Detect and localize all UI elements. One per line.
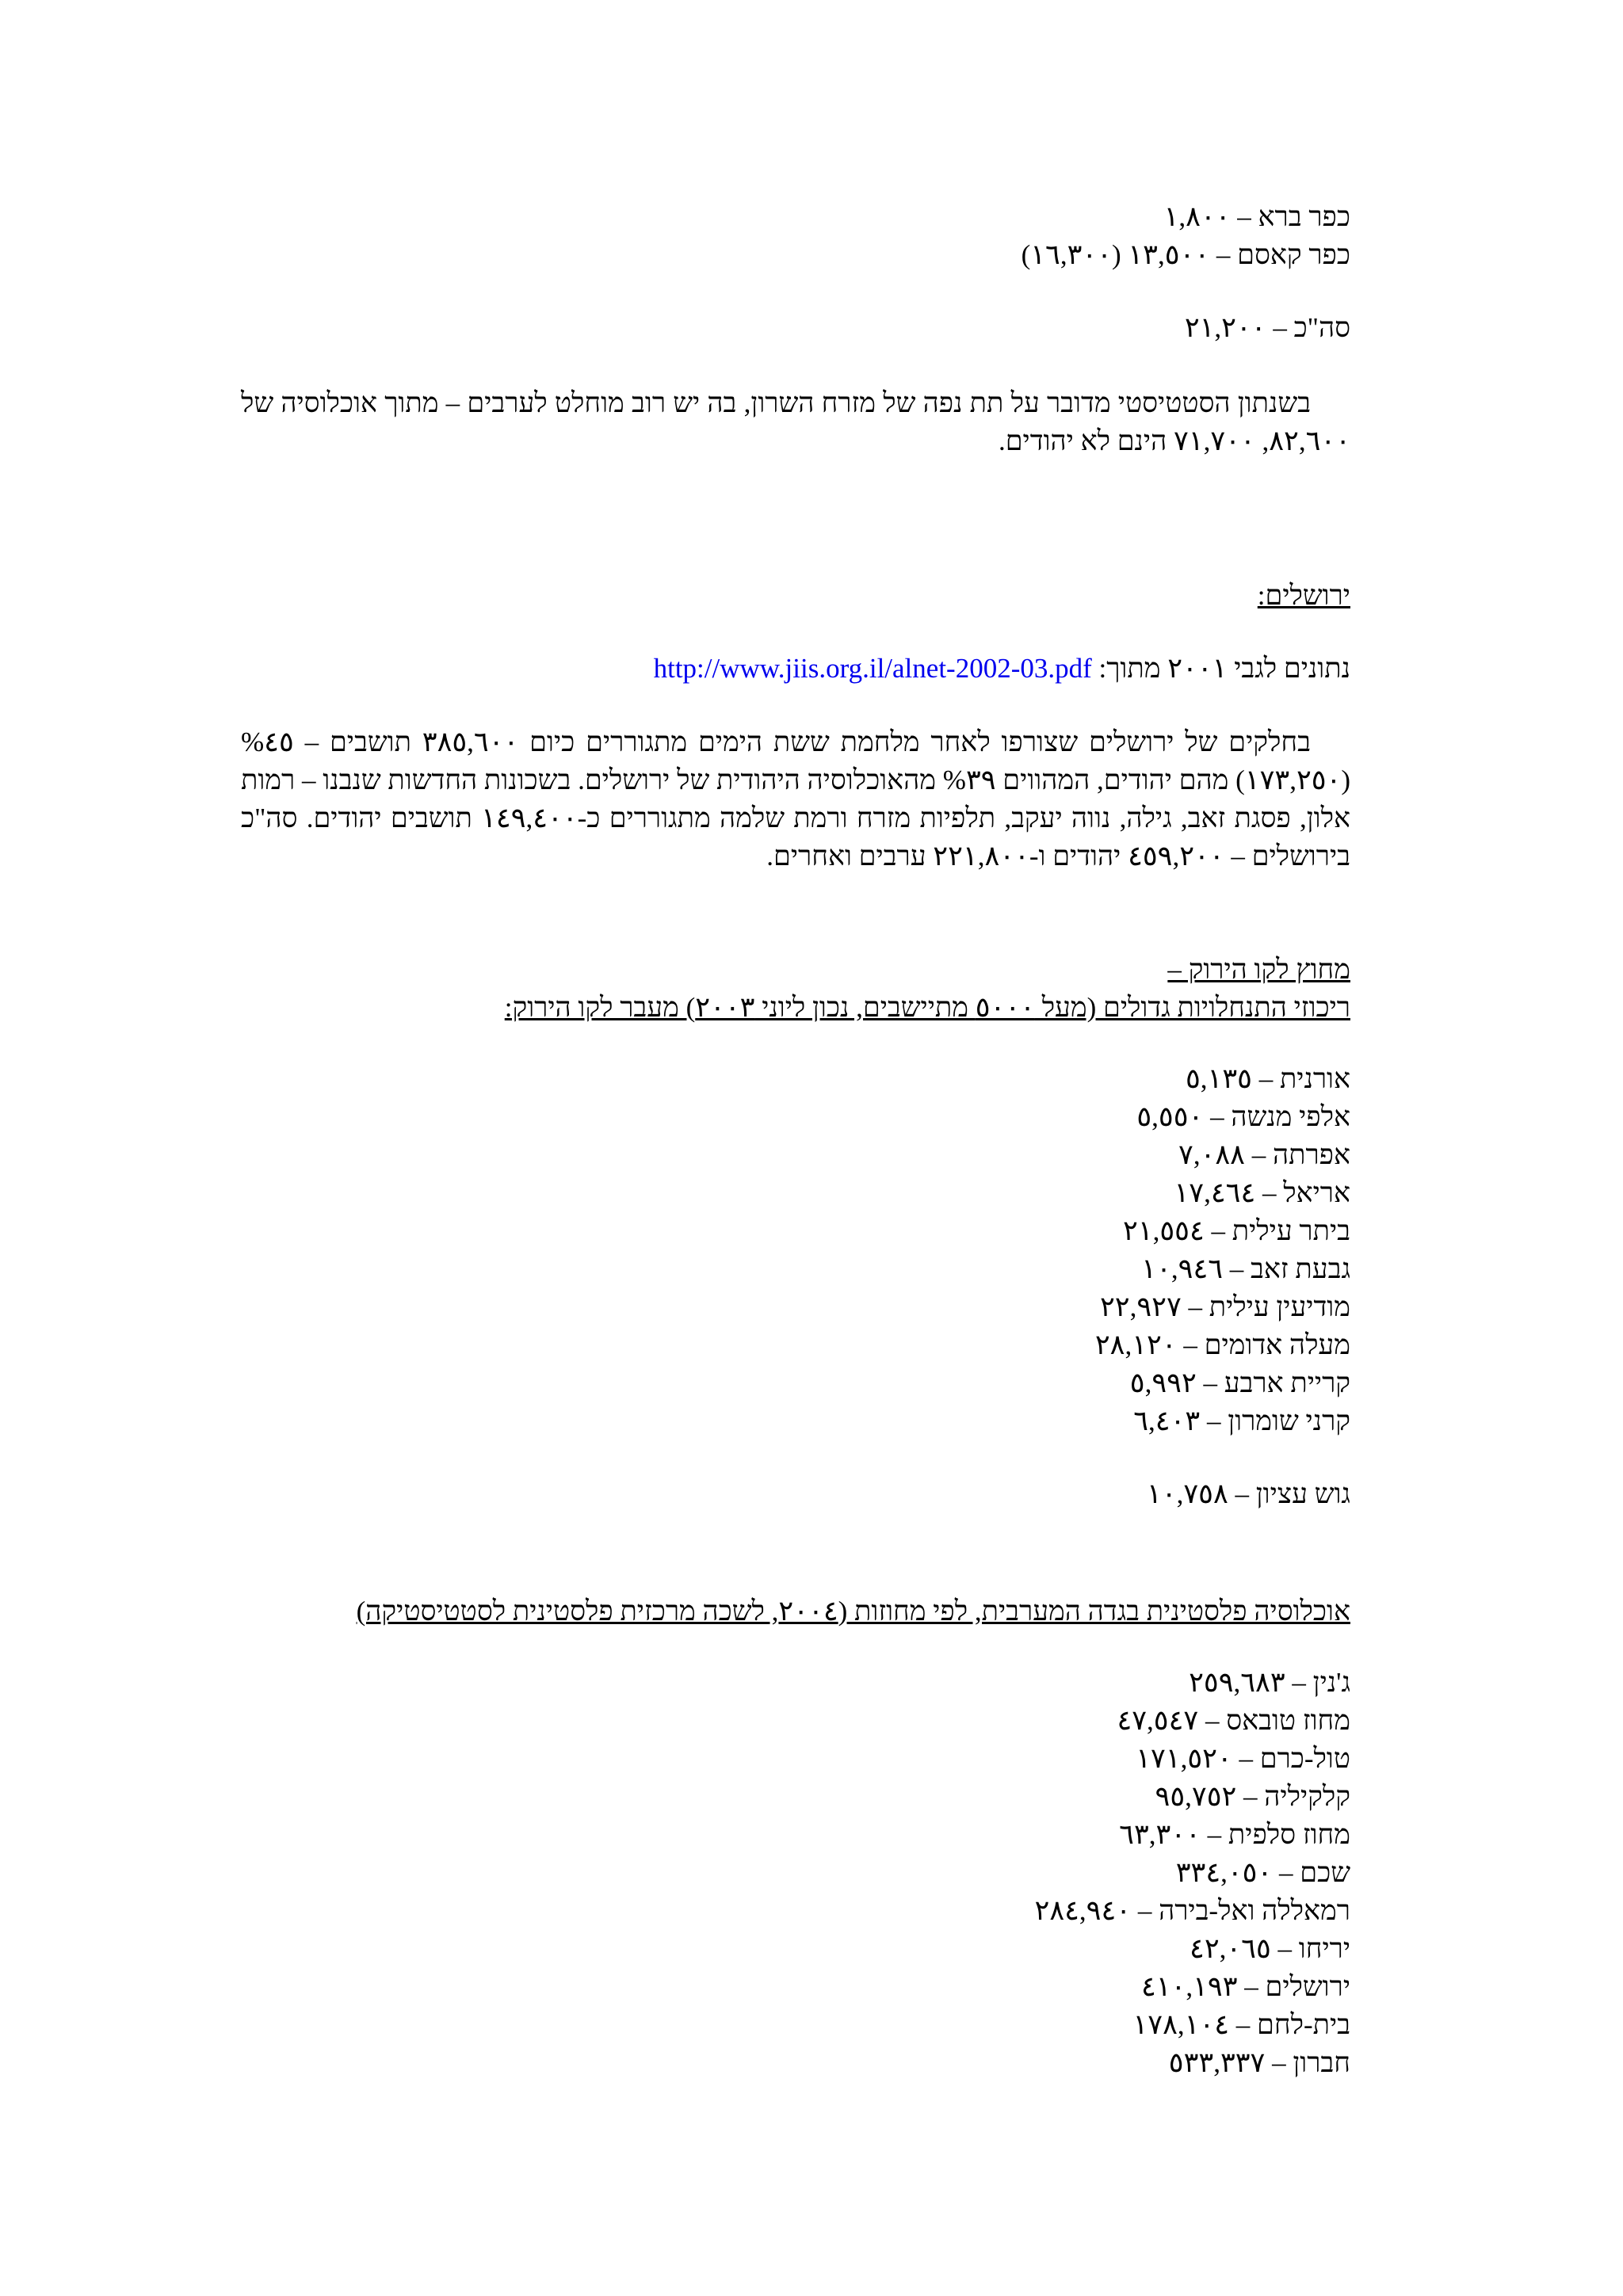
list-item: כפר קאסם – ١٣,٥٠٠ (١٦,٣٠٠) [1021,239,1350,270]
total-line: סה"כ – ٢١,٢٠٠ [1184,312,1350,343]
districts-list [241,1664,1350,2082]
jerusalem-source [241,650,1350,688]
jerusalem-heading-block [241,577,1350,615]
list-item: גבעת זאב – ١٠,٩٤٦ [1141,1253,1350,1284]
list-item: בית-לחם – ١٧٨,١٠٤ [1132,2009,1350,2040]
top-list [241,198,1350,274]
source-prefix: נתונים לגבי ٢٠٠١ מתוך: [1098,653,1350,684]
sharon-paragraph-block [241,384,1350,460]
list-item: אפרתה – ٧,٠٨٨ [1178,1139,1350,1170]
list-item: ירושלים – ٤١٠,١٩٣ [1140,1971,1350,2002]
list-item: מחוז טובאס – ٤٧,٥٤٧ [1117,1705,1350,1736]
palestinian-heading: אוכלוסיה פלסטינית בגדה המערבית, לפי מחוזות (٢٠٠٤, לשכה מרכזית פלסטינית לסטטיסטיקה) [356,1596,1350,1627]
list-item: קלקיליה – ٩٥,٧٥٢ [1155,1781,1350,1812]
list-item: מעלה אדומים – ٢٨,١٢٠ [1094,1329,1350,1360]
list-item: קריית ארבע – ٥,٩٩٢ [1129,1367,1350,1398]
jerusalem-source-block [241,650,1350,688]
jerusalem-heading: ירושלים: [1257,580,1350,611]
top-total [241,309,1350,347]
list-item: מחוז סלפית – ٦٣,٣٠٠ [1119,1819,1350,1850]
list-item: מודיעין עילית – ٢٢,٩٢٧ [1100,1291,1350,1322]
list-item: אלפי מנשה – ٥,٥٥٠ [1136,1101,1350,1132]
list-item: רמאללה ואל-בירה – ٢٨٤,٩٤٠ [1034,1895,1350,1926]
sharon-paragraph: בשנתון הסטטיסטי מדובר על תת נפה של מזרח השרון, בה יש רוב מוחלט לערבים – מתוך אוכלוסיה של ٨٢,٦٠٠, ٧١,٧٠٠ הינם לא יהודים. [241,387,1350,456]
gush-etzion-block [241,1475,1350,1513]
list-item: חברון – ٥٣٣,٣٣٧ [1168,2047,1350,2078]
palestinian-heading-block [241,1592,1350,1630]
jerusalem-paragraph: בחלקים של ירושלים שצורפו לאחר מלחמת ששת הימים מתגוררים כיום ٣٨٥,٦٠٠ תושבים – ٤٥% (١٧٣,٢٥٠) מהם יהודים, המהווים ٣٩% מהאוכלוסיה היהודית של ירושלים. בשכונות החדשות שנבנו – רמות אלון, פסגת זאב, גילה, נווה יעקב, תלפיות מזרח ורמת שלמה מתגוררים כ-١٤٩,٤٠٠ תושבים יהודים. סה"כ בירושלים – ٤٥٩,٢٠٠ יהודים ו-٢٢١,٨٠٠ ערבים ואחרים. [241,727,1350,871]
list-item: ביתר עילית – ٢١,٥٥٤ [1123,1215,1350,1246]
list-item: כפר ברא – ١,٨٠٠ [1163,201,1350,232]
list-item: טול-כרם – ١٧١,٥٢٠ [1136,1743,1350,1774]
list-item: יריחו – ٤٢,٠٦٥ [1190,1933,1350,1964]
list-item: שכם – ٣٣٤,٠٥٠ [1175,1857,1350,1888]
settlements-list [241,1060,1350,1440]
list-item: קרני שומרון – ٦,٤٠٣ [1133,1405,1350,1436]
green-line-heading-1: מחוץ לקו הירוק – [1167,954,1350,985]
list-item: אורנית – ٥,١٣٥ [1185,1063,1350,1094]
green-line-heading-block [241,951,1350,1027]
list-item: ג'נין – ٢٥٩,٦٨٣ [1189,1667,1350,1698]
source-link[interactable]: http://www.jiis.org.il/alnet-2002-03.pdf [653,653,1092,684]
list-item: אריאל – ١٧,٤٦٤ [1174,1177,1350,1208]
jerusalem-paragraph-block [241,723,1350,875]
green-line-heading-2: ריכוזי התנחלויות גדולים (מעל ٥٠٠٠ מתיישבים, נכון ליוני ٢٠٠٣) מעבר לקו הירוק: [504,992,1350,1023]
gush-etzion: גוש עציון – ١٠,٧٥٨ [1147,1478,1350,1509]
